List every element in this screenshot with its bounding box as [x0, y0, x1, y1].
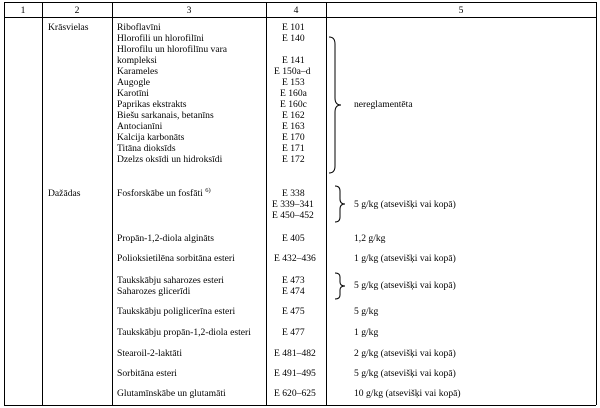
col-border-2	[112, 2, 113, 405]
colorant-name-4: Karameles	[117, 66, 159, 77]
colorant-code-5: E 153	[282, 77, 305, 88]
col-border-5	[596, 2, 597, 405]
row2-code-2: E 481–482	[274, 348, 316, 359]
colorant-code-0: E 101	[282, 22, 305, 33]
row2-limit-2: 2 g/kg (atsevišķi vai kopā)	[354, 348, 456, 359]
table-bottom-border	[4, 405, 596, 406]
sucrose-limit: 5 g/kg (atsevišķi vai kopā)	[354, 280, 456, 291]
col-border-0	[4, 2, 5, 405]
colorant-code-10: E 170	[282, 132, 305, 143]
colorant-name-0: Riboflavīni	[117, 22, 161, 33]
header-col-3: 3	[186, 5, 192, 16]
colorant-name-12: Dzelzs oksīdi un hidroksīdi	[117, 154, 223, 165]
row2-code-1: E 477	[282, 327, 305, 338]
header-col-4: 4	[293, 5, 299, 16]
colorant-code-4: E 150a–d	[274, 66, 311, 77]
colorant-code-6: E 160a	[280, 88, 307, 99]
header-bottom-border	[4, 17, 596, 18]
header-col-5: 5	[458, 5, 464, 16]
header-col-1: 1	[20, 5, 26, 16]
col-border-1	[42, 2, 43, 405]
row2-name-0: Taukskābju poliglicerīna esteri	[117, 306, 236, 317]
sucrose-name-0: Taukskābju saharozes esteri	[117, 275, 224, 286]
col-border-4	[326, 2, 327, 405]
colorant-code-8: E 162	[282, 110, 305, 121]
row2-code-0: E 475	[282, 306, 305, 317]
phosphoric-brace	[334, 185, 346, 223]
row2-name-1: Taukskābju propān-1,2-diola esteri	[117, 327, 251, 338]
colorant-name-6: Karotīni	[117, 88, 149, 99]
category-colorants: Krāsvielas	[48, 22, 89, 33]
row-name-0: Propān-1,2-diola algināts	[117, 233, 214, 244]
category-various: Dažādas	[48, 188, 81, 199]
row2-code-3: E 491–495	[274, 368, 316, 379]
colorant-name-3: kompleksi	[117, 55, 157, 66]
row2-name-3: Sorbitāna esteri	[117, 368, 177, 379]
row2-limit-1: 1 g/kg	[354, 327, 379, 338]
colorant-name-1: Hlorofili un hlorofilīni	[117, 33, 204, 44]
phosphoric-code-1: E 339–341	[272, 199, 314, 210]
row2-limit-4: 10 g/kg (atsevišķi vai kopā)	[354, 388, 461, 399]
row-code-0: E 405	[282, 233, 305, 244]
phosphoric-name	[117, 188, 211, 199]
row-name-1: Polioksietilēna sorbitāna esteri	[117, 253, 235, 264]
row2-limit-0: 5 g/kg	[354, 306, 379, 317]
colorant-code-3: E 141	[282, 55, 305, 66]
row-limit-1: 1 g/kg (atsevišķi vai kopā)	[354, 253, 456, 264]
phosphoric-code-0: E 338	[282, 188, 305, 199]
phosphoric-code-2: E 450–452	[272, 210, 314, 221]
colorant-code-9: E 163	[282, 121, 305, 132]
row2-limit-3: 5 g/kg (atsevišķi vai kopā)	[354, 368, 456, 379]
colorant-code-7: E 160c	[280, 99, 307, 110]
row-limit-0: 1,2 g/kg	[354, 233, 386, 244]
phosphoric-footnote: 6)	[205, 186, 211, 194]
colorant-name-11: Titāna dioksīds	[117, 143, 176, 154]
colorant-code-1: E 140	[282, 33, 305, 44]
sucrose-code-1: E 474	[282, 286, 305, 297]
phosphoric-name-text: Fosforskābe un fosfāti	[117, 188, 203, 199]
colorants-brace	[328, 36, 342, 174]
header-col-2: 2	[74, 5, 80, 16]
row-code-1: E 432–436	[274, 253, 316, 264]
row2-name-4: Glutamīnskābe un glutamāti	[117, 388, 226, 399]
colorant-code-11: E 171	[282, 143, 305, 154]
row2-name-2: Stearoil-2-laktāti	[117, 348, 183, 359]
colorant-name-7: Paprikas ekstrakts	[117, 99, 187, 110]
row2-code-4: E 620–625	[274, 388, 316, 399]
sucrose-code-0: E 473	[282, 275, 305, 286]
table-top-border	[4, 2, 596, 3]
colorant-code-12: E 172	[282, 154, 305, 165]
colorant-name-10: Kalcija karbonāts	[117, 132, 185, 143]
sucrose-name-1: Saharozes glicerīdi	[117, 286, 191, 297]
colorant-name-8: Biešu sarkanais, betanīns	[117, 110, 214, 121]
phosphoric-limit: 5 g/kg (atsevišķi vai kopā)	[354, 199, 456, 210]
colorant-name-5: Augogle	[117, 77, 151, 88]
colorant-name-2: Hlorofilu un hlorofilīnu vara	[117, 44, 228, 55]
colorants-limit: nereglamentēta	[354, 99, 413, 110]
colorant-name-9: Antocianīni	[117, 121, 163, 132]
sucrose-brace	[334, 272, 346, 300]
col-border-3	[266, 2, 267, 405]
